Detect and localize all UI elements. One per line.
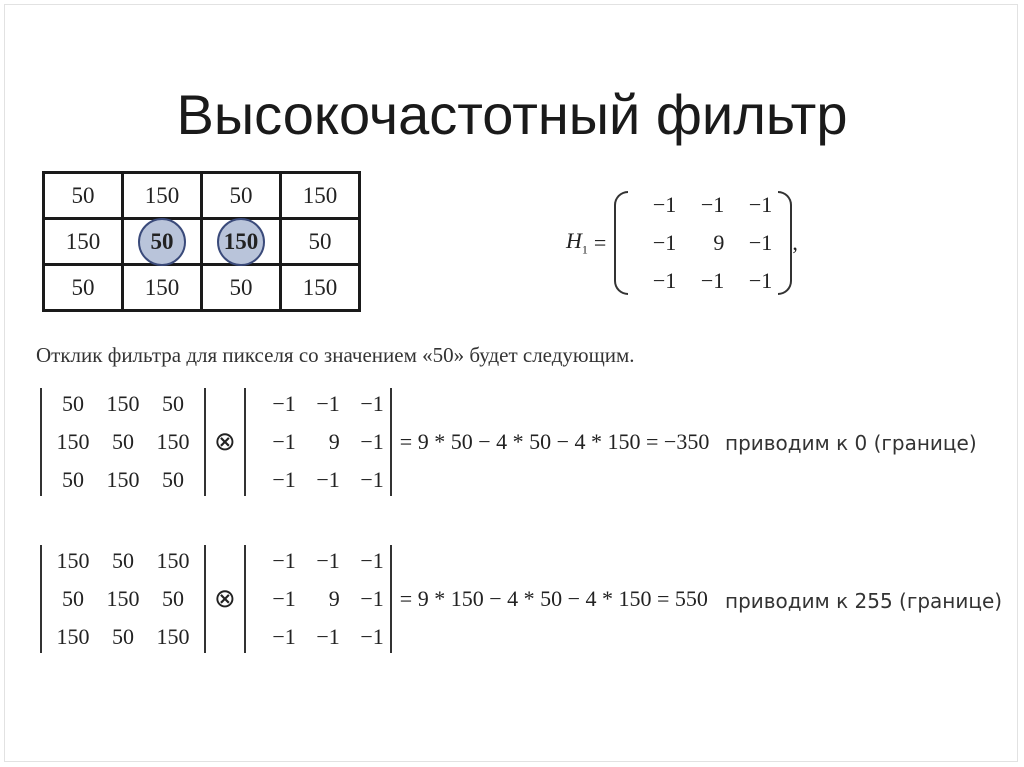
equals-sign: = <box>593 230 607 255</box>
kernel-value: −1 <box>272 624 296 649</box>
matrix-value: 150 <box>56 429 90 454</box>
kernel-subscript: 1 <box>581 242 588 257</box>
caption-text: Отклик фильтра для пикселя со значением «50» будет следующим. <box>36 343 635 367</box>
determinant-bar <box>204 545 206 653</box>
convolution-operator: ⊗ <box>214 427 236 456</box>
matrix-value: 150 <box>156 548 190 573</box>
kernel-value: −1 <box>652 192 677 217</box>
kernel-value: −1 <box>272 548 296 573</box>
cell-value: 150 <box>65 228 101 254</box>
kernel-definition <box>566 186 798 300</box>
kernel-matrix <box>246 391 390 493</box>
grid-cell <box>44 265 123 311</box>
cell-value: 50 <box>71 274 95 300</box>
kernel-value: −1 <box>272 429 296 454</box>
grid-cell <box>202 173 281 219</box>
equation-2 <box>40 545 708 653</box>
kernel-value: −1 <box>316 391 340 416</box>
matrix-value: 50 <box>162 586 184 611</box>
matrix-value: 150 <box>106 467 140 492</box>
kernel-matrix <box>246 548 390 650</box>
cell-value: 50 <box>150 228 174 254</box>
kernel-value: 9 <box>328 586 340 611</box>
matrix-value: 50 <box>112 548 134 573</box>
right-parenthesis <box>778 191 792 295</box>
matrix-value: 50 <box>62 467 84 492</box>
left-parenthesis <box>614 191 628 295</box>
equation-result: = 9 * 150 − 4 * 50 − 4 * 150 = 550 <box>399 586 708 611</box>
matrix-value: 150 <box>156 624 190 649</box>
grid-cell <box>123 265 202 311</box>
kernel-value: −1 <box>316 548 340 573</box>
cell-value: 50 <box>229 182 253 208</box>
clamp-note: приводим к 255 (границе) <box>725 589 1003 613</box>
kernel-value: −1 <box>360 391 384 416</box>
matrix-value: 50 <box>112 624 134 649</box>
kernel-value: −1 <box>748 268 773 293</box>
cell-value: 50 <box>229 274 253 300</box>
kernel-value: −1 <box>360 586 384 611</box>
kernel-value: −1 <box>652 268 677 293</box>
kernel-value: −1 <box>700 192 725 217</box>
kernel-value: −1 <box>748 230 773 255</box>
matrix-value: 150 <box>106 586 140 611</box>
determinant-bar <box>390 545 392 653</box>
kernel-value: 9 <box>713 230 725 255</box>
kernel-value: −1 <box>272 586 296 611</box>
matrix-value: 50 <box>62 391 84 416</box>
kernel-value: −1 <box>272 391 296 416</box>
matrix-value: 50 <box>112 429 134 454</box>
kernel-value: −1 <box>360 467 384 492</box>
kernel-name <box>566 228 588 257</box>
kernel-matrix <box>628 192 778 294</box>
kernel-value: −1 <box>360 548 384 573</box>
grid-cell <box>44 173 123 219</box>
matrix-value: 150 <box>56 624 90 649</box>
grid-cell-highlighted <box>123 219 202 265</box>
pixel-grid <box>42 171 361 312</box>
kernel-value: −1 <box>316 467 340 492</box>
kernel-value: −1 <box>272 467 296 492</box>
matrix-value: 150 <box>56 548 90 573</box>
slide-title: Высокочастотный фильтр <box>176 83 848 146</box>
kernel-value: −1 <box>316 624 340 649</box>
matrix-value: 50 <box>162 391 184 416</box>
neighborhood-matrix <box>42 548 204 650</box>
determinant-bar <box>204 388 206 496</box>
grid-cell-highlighted <box>202 219 281 265</box>
grid-cell <box>44 219 123 265</box>
convolution-operator: ⊗ <box>214 584 236 613</box>
kernel-trailing-comma: , <box>792 230 798 255</box>
matrix-value: 50 <box>162 467 184 492</box>
matrix-value: 150 <box>156 429 190 454</box>
cell-value: 50 <box>71 182 95 208</box>
grid-cell <box>202 265 281 311</box>
cell-value: 150 <box>302 182 338 208</box>
grid-cell <box>281 219 360 265</box>
kernel-letter: H <box>566 228 582 254</box>
kernel-value: −1 <box>748 192 773 217</box>
neighborhood-matrix <box>42 391 204 493</box>
kernel-value: 9 <box>328 429 340 454</box>
grid-cell <box>281 173 360 219</box>
grid-cell <box>123 173 202 219</box>
matrix-value: 150 <box>106 391 140 416</box>
kernel-value: −1 <box>360 624 384 649</box>
clamp-note: приводим к 0 (границе) <box>725 431 977 455</box>
equation-1 <box>40 388 709 496</box>
cell-value: 150 <box>144 274 180 300</box>
cell-value: 50 <box>308 228 332 254</box>
kernel-value: −1 <box>700 268 725 293</box>
kernel-value: −1 <box>360 429 384 454</box>
cell-value: 150 <box>302 274 338 300</box>
equation-result: = 9 * 50 − 4 * 50 − 4 * 150 = −350 <box>399 429 710 454</box>
cell-value: 150 <box>144 182 180 208</box>
determinant-bar <box>390 388 392 496</box>
kernel-value: −1 <box>652 230 677 255</box>
cell-value: 150 <box>223 228 259 254</box>
matrix-value: 50 <box>62 586 84 611</box>
grid-cell <box>281 265 360 311</box>
